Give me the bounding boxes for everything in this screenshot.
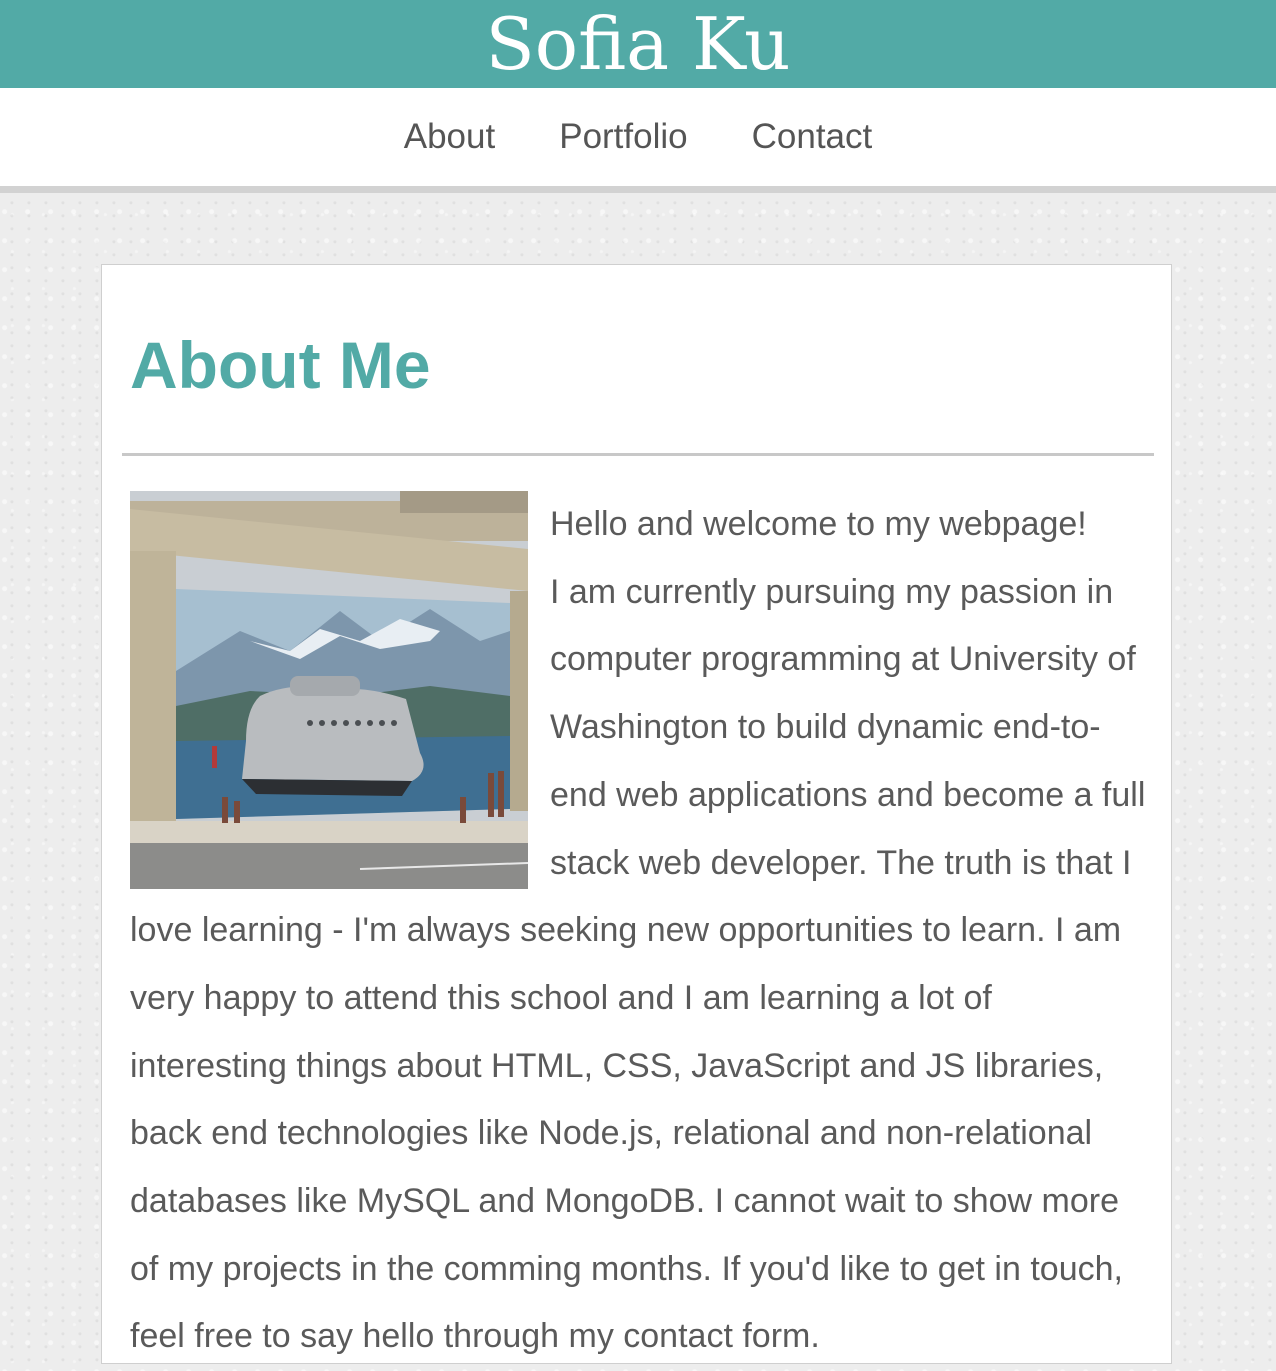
greeting-text: Hello and welcome to my webpage! — [550, 505, 1087, 543]
nav-list — [0, 88, 1276, 193]
nav-link-contact[interactable]: Contact — [751, 117, 873, 156]
nav-item-contact — [752, 88, 873, 193]
site-header — [0, 0, 1276, 88]
nav-item-about — [404, 88, 495, 193]
heading-divider — [122, 453, 1154, 456]
main-nav — [0, 88, 1276, 193]
nav-link-about[interactable]: About — [403, 117, 496, 156]
site-title: Sofia Ku — [485, 2, 791, 86]
about-section — [101, 264, 1172, 1364]
about-text — [130, 491, 1150, 1371]
nav-link-portfolio[interactable]: Portfolio — [559, 117, 688, 156]
nav-item-portfolio — [559, 88, 687, 193]
about-paragraph: I am currently pursuing my passion in computer programming at University of Washington to build dynamic end-to-end web applications and become a full stack web developer. The truth is that I love learning - I'm always seeking new opportunities to learn. I am very happy to attend this school and I am learning a lot of interesting things about HTML, CSS, JavaScript and JS libraries, back end technologies like Node.js, relational and non-relational databases like MySQL and MongoDB. I cannot wait to show more of my projects in the comming months. If you'd like to get in touch, feel free to say hello through my contact form. — [130, 572, 1146, 1356]
mural-photo — [130, 491, 528, 889]
about-heading: About Me — [130, 328, 431, 402]
